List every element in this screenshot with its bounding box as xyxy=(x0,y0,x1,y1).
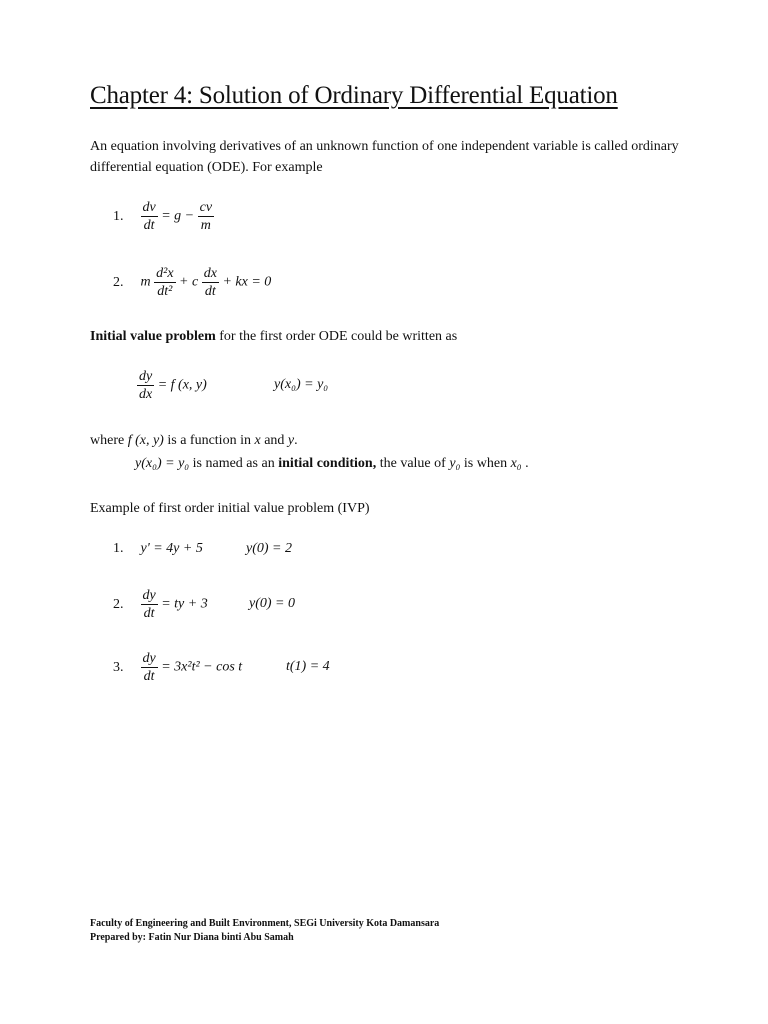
fraction xyxy=(137,368,154,403)
example-2 xyxy=(113,265,271,300)
denominator: m xyxy=(200,218,211,233)
ivp-condition: t(1) = 4 xyxy=(286,659,330,674)
x0-symbol: x₀ xyxy=(510,456,522,471)
ivp-example-2 xyxy=(113,587,208,622)
example-number: 1. xyxy=(113,208,124,224)
intro-paragraph: An equation involving derivatives of an unknown function of one independent variable is called ordinary differential equation (ODE). For example xyxy=(90,139,679,175)
denominator: dx xyxy=(139,387,153,402)
condition-line xyxy=(135,453,529,474)
where-word: where xyxy=(90,433,125,448)
fraction xyxy=(141,650,158,685)
denominator: dt xyxy=(143,218,155,233)
denominator: dt xyxy=(143,669,155,684)
ivp-equation: y' = 4y + 5 xyxy=(140,541,203,556)
numerator: dx xyxy=(203,266,217,281)
period: . xyxy=(294,433,298,448)
fraction xyxy=(141,587,158,622)
condition-rest: the value of xyxy=(376,456,450,471)
condition-expression: y(x₀) = y₀ xyxy=(135,456,190,471)
ivp-condition: y(0) = 2 xyxy=(246,541,292,556)
fraction xyxy=(198,199,214,234)
equation-middle: = g − xyxy=(161,208,195,224)
ivp-rhs: = ty + 3 xyxy=(161,596,208,612)
equation-tail: + kx = 0 xyxy=(222,274,272,290)
example-number: 2. xyxy=(113,274,124,290)
numerator: cv xyxy=(199,200,213,215)
ivp-heading-rest: for the first order ODE could be written as xyxy=(215,329,458,344)
page-footer xyxy=(90,917,439,945)
numerator: d²x xyxy=(156,266,174,281)
ivp-heading-bold: Initial value problem xyxy=(90,329,216,344)
ivp-initial-condition: y(x₀) = y₀ xyxy=(274,377,329,392)
variable-x: x xyxy=(254,433,261,448)
fraction xyxy=(154,265,175,300)
ivp-condition: y(0) = 0 xyxy=(249,596,295,611)
ivp-example-1 xyxy=(113,541,203,557)
equation-middle: + c xyxy=(179,274,199,290)
example-heading: Example of first order initial value problem (IVP) xyxy=(90,501,370,516)
example-number: 1. xyxy=(113,541,124,556)
numerator: dy xyxy=(142,588,156,603)
is-when-text: is when xyxy=(460,456,511,471)
function-symbol: f (x, y) xyxy=(127,433,164,448)
y0-symbol: y₀ xyxy=(449,456,461,471)
example-1 xyxy=(113,199,214,234)
footer-author: Prepared by: Fatin Nur Diana binti Abu Samah xyxy=(90,932,294,943)
example-number: 3. xyxy=(113,659,124,675)
and-word: and xyxy=(264,433,285,448)
numerator: dy xyxy=(139,369,153,384)
variable-y: y xyxy=(287,433,295,448)
ivp-general-form xyxy=(137,368,207,403)
period: . xyxy=(521,456,529,471)
example-number: 2. xyxy=(113,596,124,612)
page-title: Chapter 4: Solution of Ordinary Differential Equation xyxy=(90,82,618,109)
numerator: dv xyxy=(142,200,156,215)
condition-bold: initial condition, xyxy=(278,456,377,471)
ivp-example-3 xyxy=(113,650,242,685)
is-function-text: is a function in xyxy=(167,433,251,448)
condition-text: is named as an xyxy=(189,456,279,471)
denominator: dt xyxy=(143,606,155,621)
where-line xyxy=(90,430,298,451)
denominator: dt² xyxy=(157,284,173,299)
numerator: dy xyxy=(142,651,156,666)
ivp-rhs: = f (x, y) xyxy=(157,377,207,393)
ivp-rhs: = 3x²t² − cos t xyxy=(161,659,243,675)
fraction xyxy=(141,199,158,234)
ivp-heading xyxy=(90,326,457,347)
denominator: dt xyxy=(204,284,216,299)
equation-coefficient: m xyxy=(140,274,151,290)
footer-affiliation: Faculty of Engineering and Built Environment, SEGi University Kota Damansara xyxy=(90,918,440,929)
fraction xyxy=(202,265,219,300)
